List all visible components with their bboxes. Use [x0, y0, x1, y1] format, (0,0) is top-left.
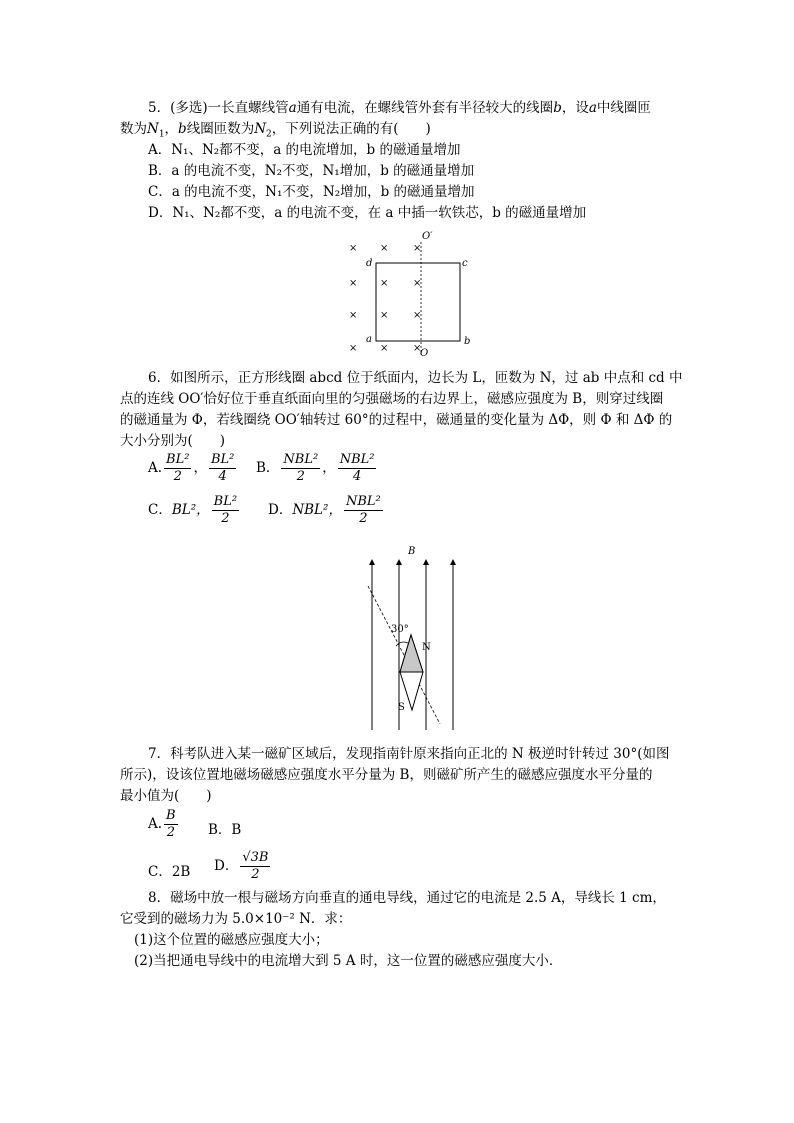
q8-part-2: (2)当把通电导线中的电流增大到 5 A 时，这一位置的磁感应强度大小．	[134, 953, 563, 969]
denominator: 4	[218, 469, 227, 484]
q5-var-b2: b	[178, 121, 187, 137]
label-b: b	[464, 336, 471, 347]
q7-line-2: 所示)，设该位置地磁场磁感应强度水平分量为 B，则磁矿所产生的磁感应强度水平分量的	[120, 767, 653, 783]
label-d: d	[366, 258, 373, 269]
cross-mark: ×	[380, 278, 389, 289]
fraction	[212, 494, 239, 527]
q5-line-2	[120, 119, 431, 139]
cross-mark: ×	[413, 343, 422, 354]
fraction	[338, 452, 377, 485]
q5-text-1c: ，设	[561, 100, 589, 116]
option-label: C．	[148, 502, 172, 518]
q6-line-4: 大小分别为( )	[120, 433, 226, 449]
cross-mark: ×	[380, 243, 389, 254]
denominator: 2	[221, 511, 230, 526]
denominator: 2	[166, 825, 175, 840]
denominator: 2	[296, 469, 305, 484]
cross-mark: ×	[413, 243, 422, 254]
q6-line-1: 6．如图所示，正方形线圈 abcd 位于纸面内，边长为 L，匝数为 N，过 ab 中点和 cd 中	[148, 370, 683, 386]
angle-arc	[396, 642, 408, 646]
fraction	[164, 808, 178, 841]
numerator: BL²	[213, 494, 238, 509]
q5-var-a: a	[288, 100, 297, 116]
option-label: D．	[214, 858, 239, 874]
q5-line-1	[148, 98, 651, 118]
numerator: √3B	[242, 850, 269, 865]
q6-option-a: A. $\frac{\text{BL²}}{2}$ ， $\frac{\text{BL²}}{4}$	[148, 452, 235, 484]
denominator: 2	[359, 511, 368, 526]
cross-mark: ×	[413, 310, 422, 321]
q8-part-1: (1)这个位置的磁感应强度大小；	[134, 932, 329, 948]
fraction	[281, 452, 320, 485]
angle-label: 30°	[391, 624, 409, 635]
q7-option-a	[148, 808, 180, 841]
label-o: O	[420, 348, 429, 359]
q5-text-2b: ，	[164, 121, 179, 137]
numerator: B	[166, 808, 176, 823]
fraction	[240, 850, 270, 883]
q5-sub-2: 2	[266, 129, 272, 140]
denominator: 4	[352, 469, 362, 484]
numerator: NBL²	[339, 452, 375, 467]
q5-option-b: B．a 的电流不变，N₂不变，N₁增加，b 的磁通量增加	[148, 163, 475, 179]
coil-field-figure	[340, 228, 480, 360]
cross-mark: ×	[349, 278, 358, 289]
q5-text-1: 5．(多选)一长直螺线管	[148, 100, 289, 116]
numerator: BL²	[166, 452, 190, 467]
cross-mark: ×	[349, 243, 358, 254]
square-coil	[376, 263, 460, 341]
q6-option-c	[148, 494, 241, 527]
cross-mark: ×	[349, 343, 358, 354]
fraction	[164, 452, 191, 485]
q7-option-d	[214, 850, 272, 883]
fraction	[344, 494, 383, 527]
numerator: NBL²	[283, 452, 319, 467]
option-label: A.	[148, 816, 163, 832]
label-o-prime: O′	[422, 231, 433, 242]
cross-mark: ×	[413, 278, 422, 289]
q5-text-2a: 数为	[120, 121, 147, 137]
label-c: c	[462, 258, 468, 269]
q5-option-d: D．N₁、N₂都不变，a 的电流不变，在 a 中插一软铁芯，b 的磁通量增加	[148, 205, 587, 221]
q7-line-1: 7．科考队进入某一磁矿区域后，发现指南针原来指向正北的 N 极逆时针转过 30°(如图	[148, 746, 670, 762]
q7-option-c: C．2B	[148, 864, 191, 880]
q7-option-b: B．B	[208, 822, 242, 838]
compass-field-figure	[356, 544, 466, 734]
q5-var-N2: N	[254, 121, 267, 137]
q5-var-N1: N	[147, 121, 159, 137]
cross-marks	[349, 243, 421, 354]
q6-line-3: 的磁通量为 Φ，若线圈绕 OO′轴转过 60°的过程中，磁通量的变化量为 ΔΦ，则 Φ 和 ΔΦ 的	[120, 412, 673, 428]
option-text: BL²，	[171, 502, 210, 518]
q5-option-a: A．N₁、N₂都不变，a 的电流增加，b 的磁通量增加	[148, 142, 461, 158]
q5-option-c: C．a 的电流不变，N₁不变，N₂增加，b 的磁通量增加	[148, 184, 475, 200]
q6-line-2: 点的连线 OO′恰好位于垂直纸面向里的匀强磁场的右边界上，磁感应强度为 B，则穿过线圈	[120, 391, 664, 407]
q6-option-d	[268, 494, 385, 527]
cross-mark: ×	[380, 310, 389, 321]
option-text: NBL²，	[292, 502, 342, 518]
q5-var-b: b	[553, 100, 562, 116]
q5-sub-1: 1	[158, 129, 165, 140]
fraction	[209, 452, 236, 485]
denominator: 2	[251, 867, 260, 882]
label-b-field: B	[408, 546, 416, 557]
q5-text-1d: 中线圈匝	[596, 100, 651, 116]
option-label: D．	[268, 502, 293, 518]
q5-text-1b: 通有电流，在螺线管外套有半径较大的线圈	[296, 100, 554, 116]
label-a: a	[366, 334, 372, 345]
q8-line-2: 它受到的磁场力为 5.0×10⁻² N．求：	[120, 911, 352, 927]
cross-mark: ×	[349, 310, 358, 321]
denominator: 2	[173, 469, 182, 484]
numerator: BL²	[210, 452, 235, 467]
q8-line-1: 8．磁场中放一根与磁场方向垂直的通电导线，通过它的电流是 2.5 A，导线长 1 cm，	[148, 890, 666, 906]
q6-option-b: B． $\frac{\text{NBL²}}{2}$ ， $\frac{\text{NBL²}}{4}$	[256, 452, 375, 484]
numerator: NBL²	[345, 494, 381, 509]
q7-line-3: 最小值为( )	[120, 788, 212, 804]
label-s: S	[398, 702, 405, 713]
q5-text-2d: ，下列说法正确的有( )	[271, 121, 431, 137]
option-label: B．	[256, 460, 280, 476]
option-label: A.	[148, 460, 163, 476]
q5-text-2c: 线圈匝数为	[186, 121, 255, 137]
cross-mark: ×	[380, 343, 389, 354]
q5-var-a2: a	[588, 100, 597, 116]
label-n: N	[422, 642, 431, 653]
